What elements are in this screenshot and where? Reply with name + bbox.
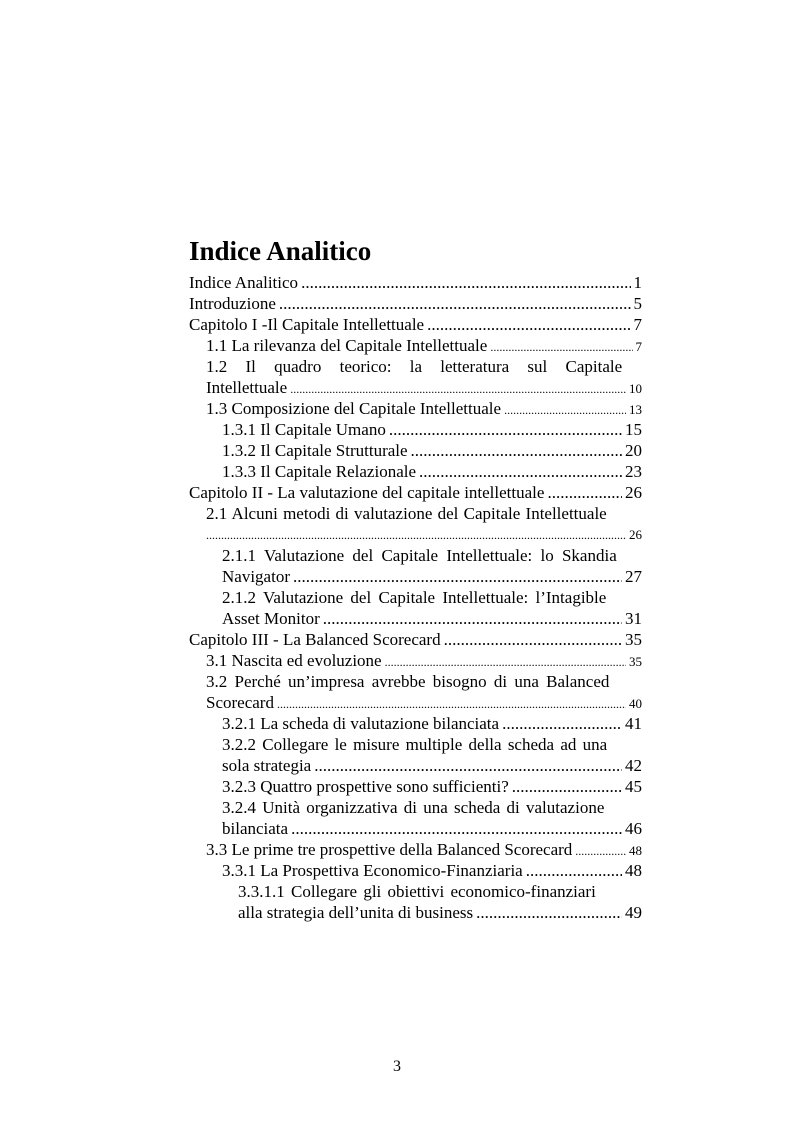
- dot-leader: [547, 482, 622, 503]
- toc-entry-page: 48: [629, 843, 642, 858]
- toc-entry-title: 3.3 Le prime tre prospettive della Balanced Scorecard: [206, 840, 573, 859]
- toc-entry-title-line2: Scorecard: [206, 693, 274, 712]
- toc-entry-title-line2: sola strategia: [222, 756, 312, 775]
- toc-entry-title: 3.1 Nascita ed evoluzione: [206, 651, 382, 670]
- toc-entry-title-line2: Navigator: [222, 567, 290, 586]
- toc-entry-title-line2: Asset Monitor: [222, 609, 320, 628]
- dot-leader: [314, 755, 622, 776]
- toc-entry-title: Introduzione: [189, 294, 276, 313]
- dot-leader: [323, 608, 622, 629]
- toc-entry-page: 31: [625, 609, 642, 628]
- toc-entry-page: 42: [625, 756, 642, 775]
- toc-entry-title-line2: alla strategia dell’unita di business: [238, 903, 474, 922]
- dot-leader: [575, 841, 626, 860]
- dot-leader: [427, 314, 630, 335]
- dot-leader: [291, 818, 622, 839]
- dot-leader: [504, 400, 626, 419]
- toc-entry-title: 3.2.1 La scheda di valutazione bilanciata: [222, 714, 500, 733]
- toc-entry-page: 20: [625, 441, 642, 460]
- toc-entry-page: 26: [629, 527, 642, 542]
- toc-entry-title-line1: 1.2 Il quadro teorico: la letteratura sul Capitale: [206, 357, 623, 376]
- toc-entry-title-line1: 3.2.4 Unità organizzativa di una scheda di valutazione: [222, 798, 605, 817]
- toc-entry-page: 27: [625, 567, 642, 586]
- toc-entry-page: 35: [629, 654, 642, 669]
- toc-entry-title-line1: 2.1.1 Valutazione del Capitale Intellettuale: lo Skandia: [222, 546, 617, 565]
- dot-leader: [389, 419, 622, 440]
- toc-entry-title-line1: 3.3.1.1 Collegare gli obiettivi economico-finanziari: [238, 882, 596, 901]
- toc-entry-title: Capitolo III - La Balanced Scorecard: [189, 630, 441, 649]
- toc-entry-page: 10: [629, 381, 642, 396]
- toc-entry-page: 48: [625, 861, 642, 880]
- toc-entry-title: Capitolo II - La valutazione del capitale intellettuale: [189, 483, 545, 502]
- dot-leader: [512, 776, 622, 797]
- toc-entry-page: 13: [629, 402, 642, 417]
- toc-entry-title: Capitolo I -Il Capitale Intellettuale: [189, 315, 425, 334]
- toc-entry-page: 49: [625, 903, 642, 922]
- toc-entry-title: 1.3.3 Il Capitale Relazionale: [222, 462, 417, 481]
- toc-entry-title: 3.2.3 Quattro prospettive sono sufficienti?: [222, 777, 509, 796]
- toc-entry-title: 1.1 La rilevanza del Capitale Intellettuale: [206, 336, 488, 355]
- dot-leader: [476, 902, 622, 923]
- dot-leader: [411, 440, 622, 461]
- toc-entry-title: 2.1 Alcuni metodi di valutazione del Capitale Intellettuale: [206, 504, 607, 523]
- toc-entry-page: 15: [625, 420, 642, 439]
- page-title: Indice Analitico: [189, 236, 372, 266]
- page-number: 3: [393, 1058, 401, 1075]
- toc-entry-page: 7: [633, 315, 642, 334]
- dot-leader: [385, 652, 626, 671]
- toc-entry-title: 1.3.1 Il Capitale Umano: [222, 420, 386, 439]
- toc-entry-page: 26: [625, 483, 642, 502]
- dot-leader: [279, 293, 631, 314]
- dot-leader: [293, 566, 622, 587]
- toc-entry-page: 23: [625, 462, 642, 481]
- toc-entry-title: 1.3.2 Il Capitale Strutturale: [222, 441, 408, 460]
- toc-entry-page: 40: [629, 696, 642, 711]
- dot-leader: [526, 860, 622, 881]
- toc-entry-page: 41: [625, 714, 642, 733]
- dot-leader: [290, 379, 626, 398]
- toc-entry-page: 45: [625, 777, 642, 796]
- dot-leader: [206, 525, 626, 545]
- toc-entry-title: Indice Analitico: [189, 273, 299, 292]
- toc-entry-title-line1: 2.1.2 Valutazione del Capitale Intellettuale: l’Intagible: [222, 588, 607, 607]
- toc-entry-title: 3.3.1 La Prospettiva Economico-Finanziaria: [222, 861, 523, 880]
- toc-entry-page: 46: [625, 819, 642, 838]
- toc-entry-page: 7: [635, 339, 642, 354]
- toc-entry-page: 35: [625, 630, 642, 649]
- dot-leader: [444, 629, 622, 650]
- toc-entry-title-line2: bilanciata: [222, 819, 289, 838]
- dot-leader: [277, 694, 626, 713]
- dot-leader: [502, 713, 622, 734]
- toc-entry-title-line1: 3.2 Perché un’impresa avrebbe bisogno di una Balanced: [206, 672, 610, 691]
- dot-leader: [301, 272, 630, 293]
- toc-entry-title-line1: 3.2.2 Collegare le misure multiple della scheda ad una: [222, 735, 608, 754]
- dot-leader: [490, 337, 632, 356]
- toc-entry-title: 1.3 Composizione del Capitale Intellettuale: [206, 399, 502, 418]
- dot-leader: [419, 461, 622, 482]
- toc-entry-page: 1: [633, 273, 642, 292]
- toc-entry-page: 5: [633, 294, 642, 313]
- toc-entry-title-line2: Intellettuale: [206, 378, 288, 397]
